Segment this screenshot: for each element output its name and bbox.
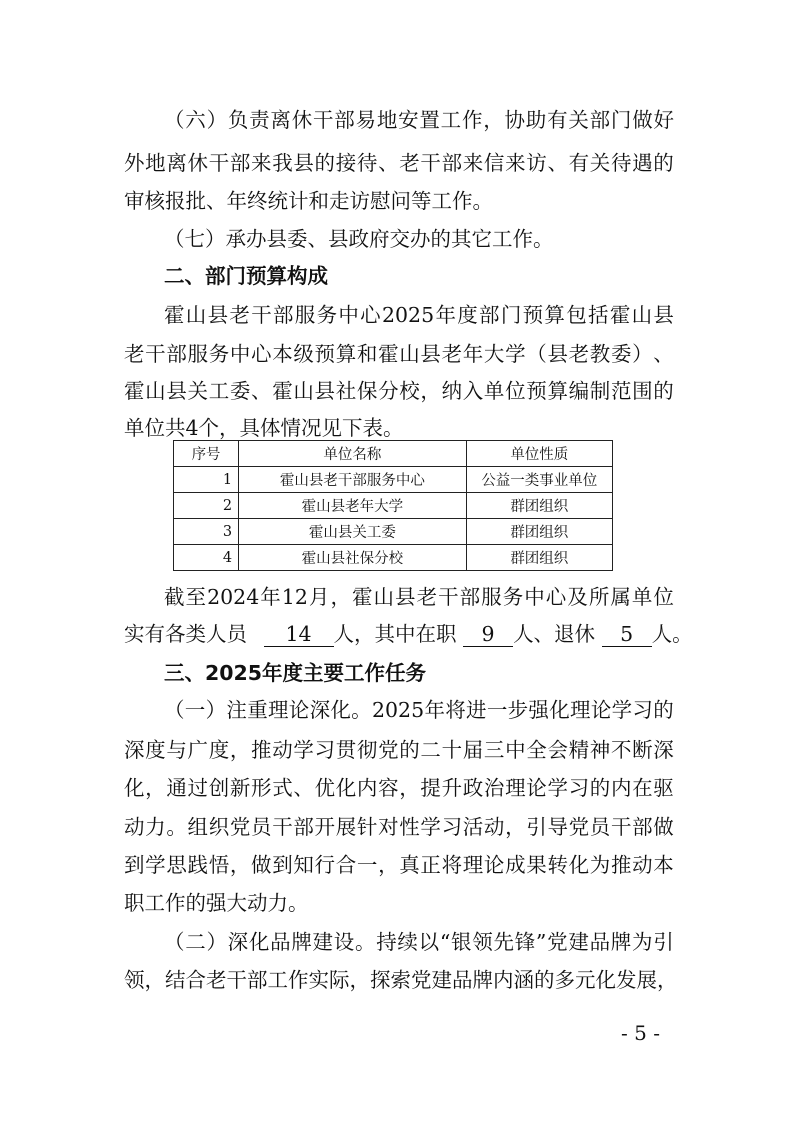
table-cell: 霍山县关工委	[239, 519, 467, 545]
table-header: 单位名称	[239, 441, 467, 467]
table-cell: 霍山县社保分校	[239, 545, 467, 571]
paragraph-line: （ 二 ） 深 化 品 牌 建 设 。 持 续 以 “ 银 领 先 锋 ” 党 建 品 牌 为 引	[164, 930, 674, 954]
staff-text: 人、退休	[513, 622, 596, 646]
paragraph-line: （ 六 ） 负 责 离 休 干 部 易 地 安 置 工 作 ， 协 助 有 关 部 门 做 好	[164, 108, 674, 132]
table-header-row	[174, 441, 613, 467]
units-table	[173, 440, 613, 571]
staff-text: 人，其中在职	[333, 622, 457, 646]
paragraph-line: （七）承办县委、县政府交办的其它工作。	[164, 227, 554, 251]
active-staff-count: 9	[463, 624, 513, 647]
paragraph-line: 职工作的强大动力。	[124, 891, 309, 915]
paragraph-line: 外 地 离 休 干 部 来 我 县 的 接 待 、 老 干 部 来 信 来 访 、 有 关 待 遇 的	[124, 151, 674, 175]
page-number: - 5 -	[621, 1021, 660, 1045]
staff-text: 人。	[651, 622, 693, 646]
paragraph-line: 审核报批、年终统计和走访慰问等工作。	[124, 189, 493, 213]
table-row	[174, 545, 613, 571]
table-cell: 3	[174, 519, 239, 545]
section-heading: 三、2025年度主要工作任务	[164, 661, 427, 685]
retired-staff-count: 5	[602, 624, 652, 647]
table-cell: 4	[174, 545, 239, 571]
table-cell: 群团组织	[466, 519, 612, 545]
paragraph-line: 截 至 2024 年 12 月 ， 霍 山 县 老 干 部 服 务 中 心 及 所 属 单 位	[164, 585, 674, 609]
table-row	[174, 467, 613, 493]
total-staff-count: 14	[264, 624, 334, 647]
paragraph-line: 动 力 。 组 织 党 员 干 部 开 展 针 对 性 学 习 活 动 ， 引 导 党 员 干 部 做	[124, 815, 674, 839]
table-row	[174, 519, 613, 545]
table-cell: 群团组织	[466, 545, 612, 571]
paragraph-line: 化 ， 通 过 创 新 形 式 、 优 化 内 容 ， 提 升 政 治 理 论 学 习 的 内 在 驱	[124, 776, 674, 800]
staff-text: 实有各类人员	[124, 622, 247, 646]
table-cell: 2	[174, 493, 239, 519]
table-header: 序号	[174, 441, 239, 467]
paragraph-line: 领 ， 结 合 老 干 部 工 作 实 际 ， 探 索 党 建 品 牌 内 涵 的 多 元 化 发 展 ，	[124, 968, 678, 992]
staff-count-line	[124, 624, 693, 647]
table-cell: 霍山县老干部服务中心	[239, 467, 467, 493]
paragraph-line: 老 干 部 服 务 中 心 本 级 预 算 和 霍 山 县 老 年 大 学 （ 县 老 教 委 ） 、	[124, 342, 674, 366]
table-row	[174, 493, 613, 519]
paragraph-line: 霍 山 县 老 干 部 服 务 中 心 2025 年 度 部 门 预 算 包 括 霍 山 县	[164, 303, 674, 327]
paragraph-line: （ 一 ） 注 重 理 论 深 化 。 2025 年 将 进 一 步 强 化 理 论 学 习 的	[164, 698, 674, 722]
section-heading: 二、部门预算构成	[164, 264, 328, 288]
paragraph-line: 霍 山 县 关 工 委 、 霍 山 县 社 保 分 校 ， 纳 入 单 位 预 算 编 制 范 围 的	[124, 379, 674, 403]
table-cell: 群团组织	[466, 493, 612, 519]
table-cell: 1	[174, 467, 239, 493]
paragraph-line: 深 度 与 广 度 ， 推 动 学 习 贯 彻 党 的 二 十 届 三 中 全 会 精 神 不 断 深	[124, 738, 674, 762]
table-header: 单位性质	[466, 441, 612, 467]
paragraph-line: 到 学 思 践 悟 ， 做 到 知 行 合 一 ， 真 正 将 理 论 成 果 转 化 为 推 动 本	[124, 853, 674, 877]
paragraph-line: 单位共4个，具体情况见下表。	[124, 416, 404, 440]
table-cell: 霍山县老年大学	[239, 493, 467, 519]
table-cell: 公益一类事业单位	[466, 467, 612, 493]
